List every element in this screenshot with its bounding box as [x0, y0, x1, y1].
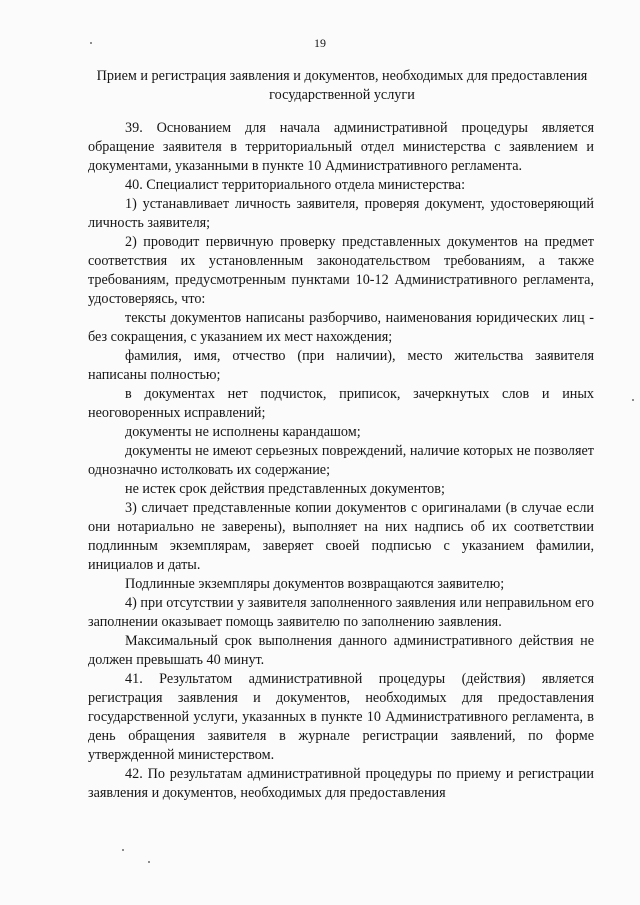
max-duration-note: Максимальный срок выполнения данного административного действия не должен превышать 40 минут.: [88, 633, 594, 668]
list-item-4: 4) при отсутствии у заявителя заполненного заявления или неправильном его заполнении оказывает помощь заявителю по заполнению заявления.: [88, 595, 594, 630]
section-title: Прием и регистрация заявления и документов, необходимых для предоставления государственной услуги: [96, 68, 588, 103]
document-body: [88, 119, 594, 803]
check-item: фамилия, имя, отчество (при наличии), место жительства заявителя написаны полностью;: [88, 348, 594, 383]
list-item-2: 2) проводит первичную проверку представленных документов на предмет соответствия их установленным законодательством требованиям, а также требованиям, предусмотренным пунктами 10-12 Административного регламента, удостоверяясь, что:: [88, 234, 594, 307]
check-item: не истек срок действия представленных документов;: [125, 481, 445, 497]
paragraph-40: 40. Специалист территориального отдела министерства:: [125, 177, 466, 193]
originals-returned-note: Подлинные экземпляры документов возвращаются заявителю;: [125, 576, 505, 592]
scan-speck: [632, 399, 634, 401]
list-item-3: 3) сличает представленные копии документов с оригиналами (в случае если они нотариально не заверены), выполняет на них надпись об их соответствии подлинным экземплярам, заверяет своей подписью с указанием фамилии, инициалов и даты.: [88, 500, 594, 573]
paragraph-41: 41. Результатом административной процедуры (действия) является регистрация заявления и документов, необходимых для предоставления государственной услуги, указанных в пункте 10 Административного регламента, в день обращения заявителя в журнале регистрации заявлений, по форме утвержденной министерством.: [88, 671, 594, 763]
scan-speck: [148, 861, 150, 863]
paragraph-39: 39. Основанием для начала административной процедуры является обращение заявителя в территориальный отдел министерства с заявлением и документами, указанными в пункте 10 Административного регламента.: [88, 120, 594, 174]
check-item: документы не исполнены карандашом;: [125, 424, 361, 440]
scan-speck: [122, 849, 124, 851]
check-item: в документах нет подчисток, приписок, зачеркнутых слов и иных неоговоренных исправлений;: [88, 386, 594, 421]
paragraph-42: 42. По результатам административной процедуры по приему и регистрации заявления и документов, необходимых для предоставления: [88, 766, 594, 801]
check-item: документы не имеют серьезных повреждений, наличие которых не позволяет однозначно истолковать их содержание;: [88, 443, 594, 478]
page-number: 19: [314, 36, 326, 50]
scan-speck: [90, 42, 92, 44]
check-item: тексты документов написаны разборчиво, наименования юридических лиц - без сокращения, с указанием их мест нахождения;: [88, 310, 594, 345]
list-item-1: 1) устанавливает личность заявителя, проверяя документ, удостоверяющий личность заявителя;: [88, 196, 594, 231]
